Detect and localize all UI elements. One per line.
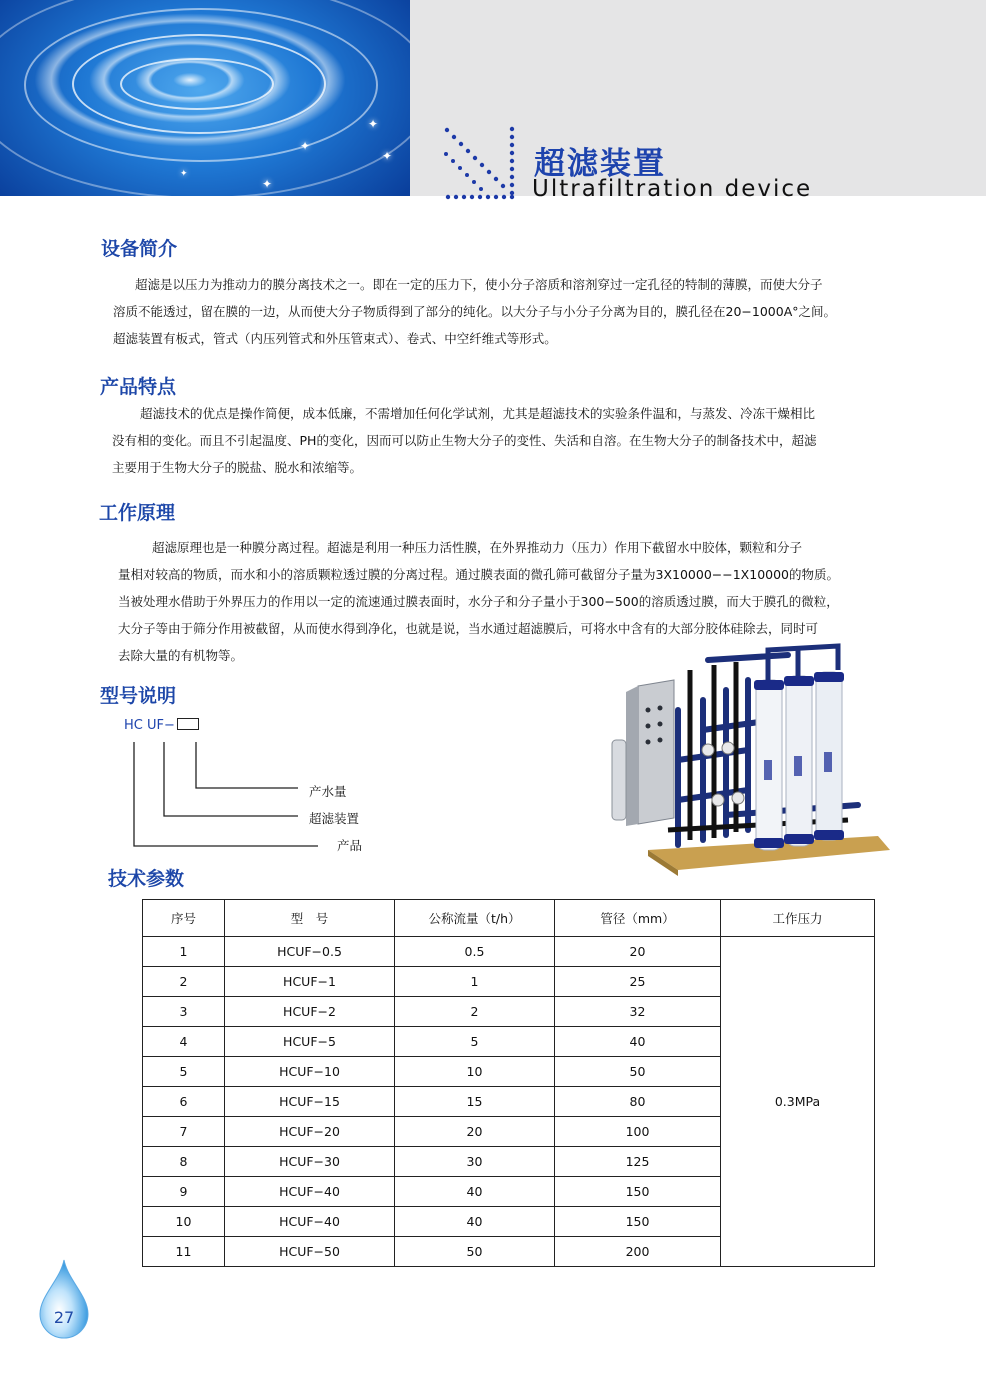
table-cell: 3 bbox=[143, 997, 225, 1027]
paragraph-line: 主要用于生物大分子的脱盐、脱水和浓缩等。 bbox=[112, 460, 363, 475]
table-cell: HCUF−15 bbox=[225, 1087, 395, 1117]
paragraph-line: 溶质不能透过，留在膜的一边，从而使大分子物质得到了部分的纯化。以大分子与小分子分离为目的，膜孔径在20−1000A°之间。 bbox=[113, 304, 836, 319]
section-heading-params: 技术参数 bbox=[108, 868, 185, 890]
table-cell: HCUF−5 bbox=[225, 1027, 395, 1057]
table-cell: 40 bbox=[395, 1177, 555, 1207]
paragraph-line: 当被处理水借助于外界压力的作用以一定的流速通过膜表面时，水分子和分子量小于300−500的溶质透过膜，而大于膜孔的微粒， bbox=[118, 594, 839, 609]
table-cell: 4 bbox=[143, 1027, 225, 1057]
table-cell: 200 bbox=[555, 1237, 721, 1267]
intro-paragraph bbox=[113, 271, 903, 352]
table-cell: HCUF−30 bbox=[225, 1147, 395, 1177]
page-number: 27 bbox=[53, 1308, 75, 1327]
table-cell: 1 bbox=[395, 967, 555, 997]
paragraph-line: 超滤装置有板式，管式（内压列管式和外压管束式）、卷式、中空纤维式等形式。 bbox=[113, 331, 557, 346]
section-heading-features: 产品特点 bbox=[100, 376, 177, 398]
table-cell: 5 bbox=[395, 1027, 555, 1057]
column-header: 管径（mm） bbox=[555, 900, 721, 937]
table-cell: HCUF−2 bbox=[225, 997, 395, 1027]
table-cell: 50 bbox=[395, 1237, 555, 1267]
parameters-table bbox=[142, 899, 875, 1267]
dotted-arrow-icon bbox=[440, 126, 520, 202]
table-cell: 50 bbox=[555, 1057, 721, 1087]
model-code-box bbox=[177, 718, 199, 730]
paragraph-line: 去除大量的有机物等。 bbox=[118, 648, 244, 663]
table-cell: HCUF−10 bbox=[225, 1057, 395, 1087]
pressure-cell: 0.3MPa bbox=[721, 937, 875, 1267]
table-cell: 11 bbox=[143, 1237, 225, 1267]
paragraph-line: 超滤是以压力为推动力的膜分离技术之一。即在一定的压力下，使小分子溶质和溶剂穿过一定孔径的特制的薄膜，而使大分子 bbox=[135, 277, 823, 292]
table-cell: 150 bbox=[555, 1207, 721, 1237]
table-cell: HCUF−50 bbox=[225, 1237, 395, 1267]
table-cell: 0.5 bbox=[395, 937, 555, 967]
table-cell: HCUF−0.5 bbox=[225, 937, 395, 967]
table-cell: 7 bbox=[143, 1117, 225, 1147]
model-label-output: 产水量 bbox=[309, 784, 347, 799]
column-header: 公称流量（t/h） bbox=[395, 900, 555, 937]
table-cell: HCUF−40 bbox=[225, 1177, 395, 1207]
features-paragraph bbox=[112, 400, 902, 481]
column-header: 序号 bbox=[143, 900, 225, 937]
table-cell: 100 bbox=[555, 1117, 721, 1147]
table-cell: 150 bbox=[555, 1177, 721, 1207]
table-cell: 25 bbox=[555, 967, 721, 997]
table-cell: 10 bbox=[395, 1057, 555, 1087]
table-cell: 1 bbox=[143, 937, 225, 967]
paragraph-line: 量相对较高的物质，而水和小的溶质颗粒透过膜的分离过程。通过膜表面的微孔筛可截留分子量为3X10000−−1X10000的物质。 bbox=[118, 567, 840, 582]
table-cell: 10 bbox=[143, 1207, 225, 1237]
sparkle-icon: ✦ bbox=[300, 139, 311, 153]
sparkle-icon: ✦ bbox=[262, 177, 273, 191]
table-cell: 32 bbox=[555, 997, 721, 1027]
paragraph-line: 超滤技术的优点是操作简便，成本低廉，不需增加任何化学试剂，尤其是超滤技术的实验条件温和，与蒸发、冷冻干燥相比 bbox=[140, 406, 816, 421]
sparkle-icon: ✦ bbox=[382, 149, 393, 163]
table-cell: 20 bbox=[555, 937, 721, 967]
page-subtitle: Ultrafiltration device bbox=[532, 176, 813, 202]
model-label-device: 超滤装置 bbox=[309, 811, 360, 826]
model-label-product: 产品 bbox=[337, 838, 363, 853]
sparkle-icon: ✦ bbox=[368, 117, 379, 131]
table-cell: HCUF−20 bbox=[225, 1117, 395, 1147]
table-header-row bbox=[143, 900, 875, 937]
paragraph-line: 没有相的变化。而且不引起温度、PH的变化，因而可以防止生物大分子的变性、失活和自溶。在生物大分子的制备技术中，超滤 bbox=[112, 433, 817, 448]
table-cell: HCUF−1 bbox=[225, 967, 395, 997]
section-heading-intro: 设备简介 bbox=[101, 238, 178, 260]
table-cell: 5 bbox=[143, 1057, 225, 1087]
table-cell: 80 bbox=[555, 1087, 721, 1117]
page-title: 超滤装置 bbox=[534, 146, 666, 182]
column-header: 型 号 bbox=[225, 900, 395, 937]
table-cell: 2 bbox=[395, 997, 555, 1027]
table-row bbox=[143, 937, 875, 967]
table-cell: 20 bbox=[395, 1117, 555, 1147]
table-cell: 40 bbox=[395, 1207, 555, 1237]
header-water-image bbox=[0, 0, 410, 196]
table-cell: 125 bbox=[555, 1147, 721, 1177]
model-code bbox=[124, 718, 199, 733]
model-code-prefix: HC UF− bbox=[124, 718, 175, 733]
ultrafiltration-machine-image bbox=[608, 640, 890, 876]
table-cell: 30 bbox=[395, 1147, 555, 1177]
water-ripple bbox=[0, 0, 434, 199]
paragraph-line: 超滤原理也是一种膜分离过程。超滤是利用一种压力活性膜，在外界推动力（压力）作用下截留水中胶体，颗粒和分子 bbox=[152, 540, 803, 555]
sparkle-icon: ✦ bbox=[180, 169, 188, 179]
table-cell: 15 bbox=[395, 1087, 555, 1117]
table-cell: 9 bbox=[143, 1177, 225, 1207]
table-cell: 6 bbox=[143, 1087, 225, 1117]
table-cell: HCUF−40 bbox=[225, 1207, 395, 1237]
section-heading-model: 型号说明 bbox=[100, 685, 177, 707]
table-cell: 2 bbox=[143, 967, 225, 997]
table-cell: 8 bbox=[143, 1147, 225, 1177]
table-cell: 40 bbox=[555, 1027, 721, 1057]
column-header: 工作压力 bbox=[721, 900, 875, 937]
section-heading-principle: 工作原理 bbox=[99, 502, 176, 524]
paragraph-line: 大分子等由于筛分作用被截留，从而使水得到净化，也就是说，当水通过超滤膜后，可将水中含有的大部分胶体硅除去，同时可 bbox=[118, 621, 819, 636]
water-drop-icon bbox=[38, 1258, 90, 1340]
